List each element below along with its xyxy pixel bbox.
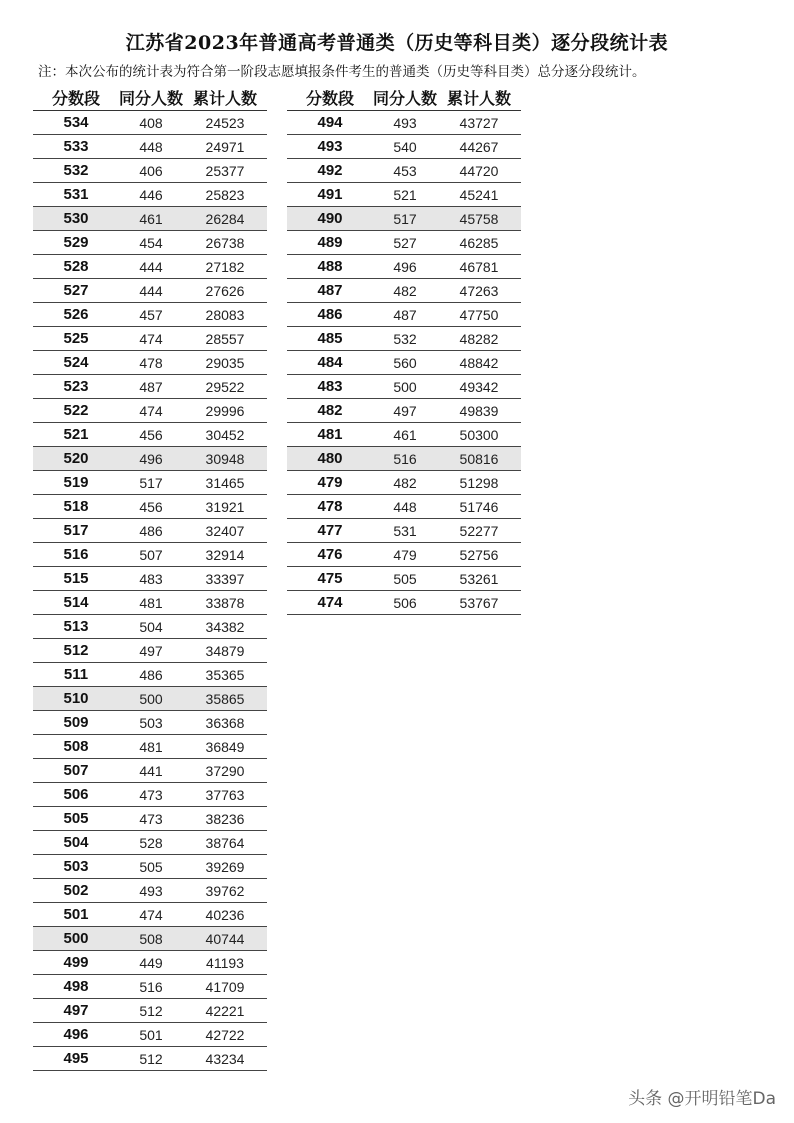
table-row: [33, 591, 267, 615]
same-count-cell: 449: [119, 951, 183, 975]
cumulative-count-cell: 38764: [183, 831, 267, 855]
table-row: [33, 327, 267, 351]
score-cell: 476: [287, 543, 373, 567]
score-cell: 513: [33, 615, 119, 639]
header-cumulative-count: 累计人数: [183, 84, 267, 111]
score-cell: 524: [33, 351, 119, 375]
table-row: [33, 1047, 267, 1071]
cumulative-count-cell: 32914: [183, 543, 267, 567]
cumulative-count-cell: 41709: [183, 975, 267, 999]
cumulative-count-cell: 25377: [183, 159, 267, 183]
cumulative-count-cell: 50816: [437, 447, 521, 471]
score-table-right: [287, 84, 521, 615]
cumulative-count-cell: 52277: [437, 519, 521, 543]
same-count-cell: 504: [119, 615, 183, 639]
cumulative-count-cell: 46781: [437, 255, 521, 279]
score-cell: 496: [33, 1023, 119, 1047]
score-cell: 487: [287, 279, 373, 303]
same-count-cell: 461: [373, 423, 437, 447]
table-row: [287, 111, 521, 135]
table-row: [33, 519, 267, 543]
cumulative-count-cell: 53767: [437, 591, 521, 615]
same-count-cell: 483: [119, 567, 183, 591]
table-row: [33, 543, 267, 567]
table-row: [33, 663, 267, 687]
table-row: [33, 975, 267, 999]
score-cell: 516: [33, 543, 119, 567]
same-count-cell: 517: [373, 207, 437, 231]
table-row: [33, 567, 267, 591]
score-cell: 533: [33, 135, 119, 159]
table-row: [33, 231, 267, 255]
table-row: [33, 831, 267, 855]
cumulative-count-cell: 41193: [183, 951, 267, 975]
same-count-cell: 473: [119, 807, 183, 831]
same-count-cell: 479: [373, 543, 437, 567]
cumulative-count-cell: 52756: [437, 543, 521, 567]
score-cell: 521: [33, 423, 119, 447]
cumulative-count-cell: 42221: [183, 999, 267, 1023]
score-cell: 497: [33, 999, 119, 1023]
score-cell: 514: [33, 591, 119, 615]
table-row: [287, 423, 521, 447]
cumulative-count-cell: 40236: [183, 903, 267, 927]
score-cell: 529: [33, 231, 119, 255]
table-row: [287, 231, 521, 255]
table-row: [33, 279, 267, 303]
score-cell: 500: [33, 927, 119, 951]
score-cell: 493: [287, 135, 373, 159]
table-row: [33, 135, 267, 159]
table-row: [287, 399, 521, 423]
cumulative-count-cell: 35365: [183, 663, 267, 687]
cumulative-count-cell: 31921: [183, 495, 267, 519]
table-row: [33, 711, 267, 735]
same-count-cell: 456: [119, 423, 183, 447]
score-cell: 502: [33, 879, 119, 903]
same-count-cell: 500: [373, 375, 437, 399]
same-count-cell: 461: [119, 207, 183, 231]
same-count-cell: 521: [373, 183, 437, 207]
cumulative-count-cell: 38236: [183, 807, 267, 831]
score-cell: 482: [287, 399, 373, 423]
same-count-cell: 456: [119, 495, 183, 519]
table-header-row: [33, 84, 267, 111]
same-count-cell: 528: [119, 831, 183, 855]
cumulative-count-cell: 28557: [183, 327, 267, 351]
cumulative-count-cell: 30948: [183, 447, 267, 471]
score-cell: 499: [33, 951, 119, 975]
score-cell: 508: [33, 735, 119, 759]
same-count-cell: 481: [119, 735, 183, 759]
table-row: [287, 327, 521, 351]
cumulative-count-cell: 36849: [183, 735, 267, 759]
table-row: [33, 399, 267, 423]
same-count-cell: 540: [373, 135, 437, 159]
cumulative-count-cell: 27182: [183, 255, 267, 279]
same-count-cell: 497: [119, 639, 183, 663]
cumulative-count-cell: 33878: [183, 591, 267, 615]
same-count-cell: 457: [119, 303, 183, 327]
cumulative-count-cell: 49839: [437, 399, 521, 423]
same-count-cell: 496: [119, 447, 183, 471]
same-count-cell: 474: [119, 327, 183, 351]
table-row: [287, 351, 521, 375]
score-cell: 534: [33, 111, 119, 135]
same-count-cell: 517: [119, 471, 183, 495]
table-header-row: [287, 84, 521, 111]
header-score: 分数段: [287, 84, 373, 111]
score-cell: 515: [33, 567, 119, 591]
table-row: [33, 903, 267, 927]
cumulative-count-cell: 39269: [183, 855, 267, 879]
same-count-cell: 481: [119, 591, 183, 615]
score-cell: 526: [33, 303, 119, 327]
watermark: 头条 @开明铅笔Da: [628, 1089, 776, 1109]
cumulative-count-cell: 27626: [183, 279, 267, 303]
same-count-cell: 473: [119, 783, 183, 807]
table-row: [33, 759, 267, 783]
score-cell: 505: [33, 807, 119, 831]
score-cell: 486: [287, 303, 373, 327]
table-row: [33, 951, 267, 975]
same-count-cell: 444: [119, 279, 183, 303]
cumulative-count-cell: 36368: [183, 711, 267, 735]
score-cell: 474: [287, 591, 373, 615]
header-same-count: 同分人数: [119, 84, 183, 111]
score-cell: 520: [33, 447, 119, 471]
cumulative-count-cell: 43234: [183, 1047, 267, 1071]
same-count-cell: 441: [119, 759, 183, 783]
cumulative-count-cell: 34879: [183, 639, 267, 663]
score-cell: 494: [287, 111, 373, 135]
table-row: [33, 351, 267, 375]
table-row: [33, 207, 267, 231]
cumulative-count-cell: 29035: [183, 351, 267, 375]
table-row: [287, 183, 521, 207]
header-score: 分数段: [33, 84, 119, 111]
score-cell: 509: [33, 711, 119, 735]
same-count-cell: 516: [119, 975, 183, 999]
cumulative-count-cell: 45241: [437, 183, 521, 207]
same-count-cell: 516: [373, 447, 437, 471]
table-row: [287, 591, 521, 615]
score-cell: 490: [287, 207, 373, 231]
table-row: [33, 687, 267, 711]
same-count-cell: 444: [119, 255, 183, 279]
cumulative-count-cell: 37763: [183, 783, 267, 807]
score-cell: 531: [33, 183, 119, 207]
cumulative-count-cell: 43727: [437, 111, 521, 135]
same-count-cell: 503: [119, 711, 183, 735]
score-cell: 532: [33, 159, 119, 183]
same-count-cell: 408: [119, 111, 183, 135]
score-cell: 525: [33, 327, 119, 351]
table-row: [33, 783, 267, 807]
same-count-cell: 487: [373, 303, 437, 327]
table-row: [33, 303, 267, 327]
score-cell: 485: [287, 327, 373, 351]
score-cell: 498: [33, 975, 119, 999]
table-row: [287, 279, 521, 303]
cumulative-count-cell: 30452: [183, 423, 267, 447]
table-row: [287, 207, 521, 231]
score-cell: 517: [33, 519, 119, 543]
same-count-cell: 406: [119, 159, 183, 183]
cumulative-count-cell: 25823: [183, 183, 267, 207]
cumulative-count-cell: 35865: [183, 687, 267, 711]
score-cell: 483: [287, 375, 373, 399]
cumulative-count-cell: 39762: [183, 879, 267, 903]
table-row: [287, 471, 521, 495]
same-count-cell: 496: [373, 255, 437, 279]
cumulative-count-cell: 50300: [437, 423, 521, 447]
score-table-left-body: [33, 111, 267, 1071]
score-table-right-body: [287, 111, 521, 615]
score-cell: 523: [33, 375, 119, 399]
same-count-cell: 512: [119, 1047, 183, 1071]
same-count-cell: 507: [119, 543, 183, 567]
cumulative-count-cell: 44720: [437, 159, 521, 183]
cumulative-count-cell: 48842: [437, 351, 521, 375]
cumulative-count-cell: 53261: [437, 567, 521, 591]
score-cell: 519: [33, 471, 119, 495]
cumulative-count-cell: 46285: [437, 231, 521, 255]
table-row: [33, 183, 267, 207]
table-row: [33, 807, 267, 831]
score-cell: 477: [287, 519, 373, 543]
same-count-cell: 501: [119, 1023, 183, 1047]
table-row: [33, 159, 267, 183]
score-cell: 481: [287, 423, 373, 447]
score-cell: 527: [33, 279, 119, 303]
same-count-cell: 493: [373, 111, 437, 135]
same-count-cell: 482: [373, 471, 437, 495]
table-row: [287, 159, 521, 183]
same-count-cell: 486: [119, 663, 183, 687]
cumulative-count-cell: 29522: [183, 375, 267, 399]
cumulative-count-cell: 26284: [183, 207, 267, 231]
cumulative-count-cell: 24523: [183, 111, 267, 135]
same-count-cell: 560: [373, 351, 437, 375]
table-row: [33, 615, 267, 639]
cumulative-count-cell: 28083: [183, 303, 267, 327]
header-cumulative-count: 累计人数: [437, 84, 521, 111]
table-row: [287, 375, 521, 399]
table-row: [33, 927, 267, 951]
same-count-cell: 486: [119, 519, 183, 543]
same-count-cell: 474: [119, 903, 183, 927]
score-cell: 507: [33, 759, 119, 783]
score-cell: 501: [33, 903, 119, 927]
score-cell: 522: [33, 399, 119, 423]
table-row: [287, 519, 521, 543]
same-count-cell: 505: [119, 855, 183, 879]
cumulative-count-cell: 48282: [437, 327, 521, 351]
cumulative-count-cell: 42722: [183, 1023, 267, 1047]
score-cell: 503: [33, 855, 119, 879]
score-cell: 495: [33, 1047, 119, 1071]
score-cell: 480: [287, 447, 373, 471]
same-count-cell: 482: [373, 279, 437, 303]
same-count-cell: 448: [373, 495, 437, 519]
score-cell: 506: [33, 783, 119, 807]
same-count-cell: 454: [119, 231, 183, 255]
same-count-cell: 527: [373, 231, 437, 255]
score-table-left: [33, 84, 267, 1071]
score-cell: 479: [287, 471, 373, 495]
cumulative-count-cell: 34382: [183, 615, 267, 639]
header-same-count: 同分人数: [373, 84, 437, 111]
same-count-cell: 500: [119, 687, 183, 711]
table-row: [33, 1023, 267, 1047]
table-row: [33, 495, 267, 519]
score-cell: 530: [33, 207, 119, 231]
table-row: [33, 111, 267, 135]
same-count-cell: 531: [373, 519, 437, 543]
same-count-cell: 512: [119, 999, 183, 1023]
cumulative-count-cell: 31465: [183, 471, 267, 495]
same-count-cell: 487: [119, 375, 183, 399]
score-cell: 488: [287, 255, 373, 279]
score-cell: 511: [33, 663, 119, 687]
table-note: 注：本次公布的统计表为符合第一阶段志愿填报条件考生的普通类（历史等科目类）总分逐分段统计。: [38, 64, 646, 80]
table-row: [33, 423, 267, 447]
same-count-cell: 453: [373, 159, 437, 183]
cumulative-count-cell: 24971: [183, 135, 267, 159]
table-row: [287, 495, 521, 519]
score-cell: 478: [287, 495, 373, 519]
score-cell: 492: [287, 159, 373, 183]
cumulative-count-cell: 33397: [183, 567, 267, 591]
table-row: [33, 735, 267, 759]
table-row: [33, 375, 267, 399]
score-cell: 504: [33, 831, 119, 855]
cumulative-count-cell: 47263: [437, 279, 521, 303]
table-row: [33, 639, 267, 663]
page-title: 江苏省2023年普通高考普通类（历史等科目类）逐分段统计表: [125, 32, 669, 54]
table-row: [287, 255, 521, 279]
score-cell: 528: [33, 255, 119, 279]
cumulative-count-cell: 26738: [183, 231, 267, 255]
same-count-cell: 506: [373, 591, 437, 615]
same-count-cell: 508: [119, 927, 183, 951]
table-row: [287, 135, 521, 159]
cumulative-count-cell: 49342: [437, 375, 521, 399]
same-count-cell: 532: [373, 327, 437, 351]
same-count-cell: 493: [119, 879, 183, 903]
cumulative-count-cell: 51746: [437, 495, 521, 519]
score-cell: 512: [33, 639, 119, 663]
same-count-cell: 446: [119, 183, 183, 207]
score-cell: 510: [33, 687, 119, 711]
same-count-cell: 497: [373, 399, 437, 423]
table-row: [287, 567, 521, 591]
cumulative-count-cell: 32407: [183, 519, 267, 543]
table-row: [287, 303, 521, 327]
cumulative-count-cell: 51298: [437, 471, 521, 495]
score-cell: 491: [287, 183, 373, 207]
table-row: [287, 543, 521, 567]
table-row: [33, 855, 267, 879]
table-row: [33, 255, 267, 279]
cumulative-count-cell: 40744: [183, 927, 267, 951]
score-cell: 475: [287, 567, 373, 591]
same-count-cell: 448: [119, 135, 183, 159]
cumulative-count-cell: 29996: [183, 399, 267, 423]
same-count-cell: 474: [119, 399, 183, 423]
same-count-cell: 505: [373, 567, 437, 591]
score-cell: 518: [33, 495, 119, 519]
cumulative-count-cell: 45758: [437, 207, 521, 231]
table-row: [33, 471, 267, 495]
cumulative-count-cell: 47750: [437, 303, 521, 327]
score-cell: 489: [287, 231, 373, 255]
table-row: [287, 447, 521, 471]
cumulative-count-cell: 44267: [437, 135, 521, 159]
score-cell: 484: [287, 351, 373, 375]
cumulative-count-cell: 37290: [183, 759, 267, 783]
same-count-cell: 478: [119, 351, 183, 375]
table-row: [33, 999, 267, 1023]
table-row: [33, 879, 267, 903]
table-row: [33, 447, 267, 471]
